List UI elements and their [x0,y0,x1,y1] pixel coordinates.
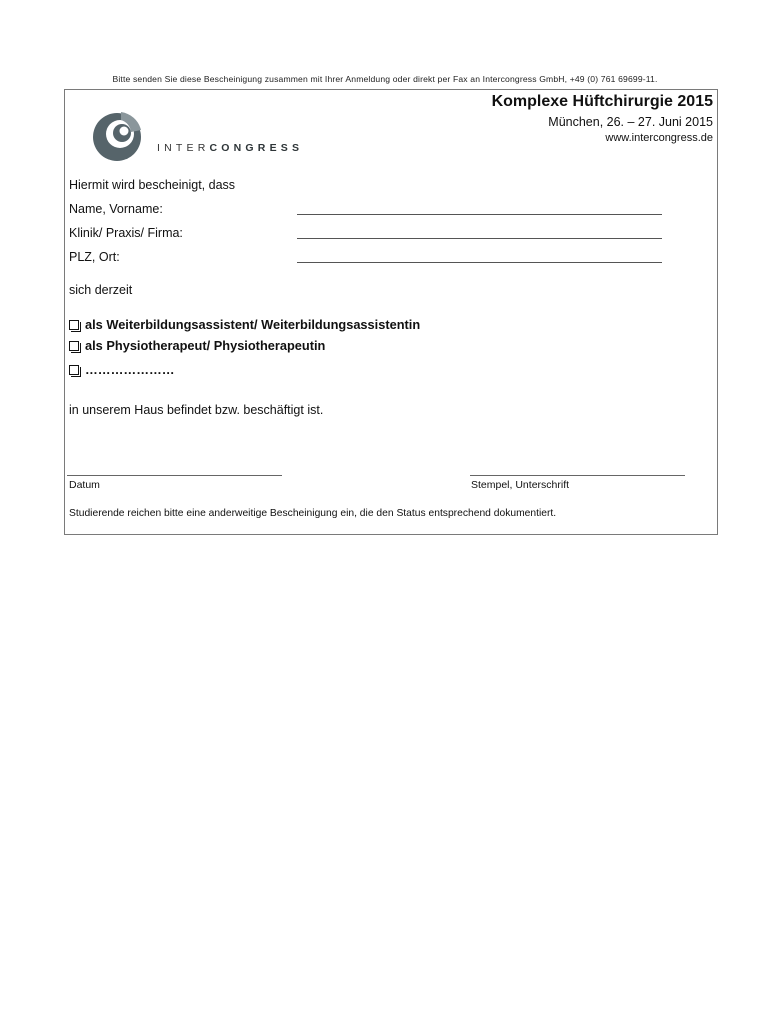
option-label: ………………… [85,362,175,377]
checkbox-icon[interactable] [69,365,79,375]
logo-wordmark-light: INTER [157,142,210,154]
logo-wordmark-bold: CONGRESS [209,142,304,154]
option-physiotherapist[interactable] [69,338,325,353]
city-field[interactable] [297,249,662,263]
field-label-name: Name, Vorname: [69,202,163,216]
event-website: www.intercongress.de [605,132,713,144]
option-label: als Weiterbildungsassistent/ Weiterbildungsassistentin [85,317,421,332]
status-intro: sich derzeit [69,283,133,297]
checkbox-icon[interactable] [69,320,79,330]
signature-label: Stempel, Unterschrift [471,479,570,491]
name-field[interactable] [297,201,662,215]
signature-field[interactable] [470,475,685,476]
clinic-field[interactable] [297,225,662,239]
event-date: München, 26. – 27. Juni 2015 [548,115,713,129]
field-label-city: PLZ, Ort: [69,250,120,264]
field-label-clinic: Klinik/ Praxis/ Firma: [69,226,183,240]
certificate-form [64,89,718,535]
date-field[interactable] [67,475,282,476]
checkbox-icon[interactable] [69,341,79,351]
closing-text: in unserem Haus befindet bzw. beschäftigt ist. [69,403,324,417]
event-title: Komplexe Hüftchirurgie 2015 [491,93,713,110]
option-label: als Physiotherapeut/ Physiotherapeutin [85,338,326,353]
logo-wordmark [157,142,303,154]
top-note: Bitte senden Sie diese Bescheinigung zusammen mit Ihrer Anmeldung oder direkt per Fax an Intercongress GmbH, +49 (0) 761 69699-11. [112,74,658,84]
footnote: Studierende reichen bitte eine anderweitige Bescheinigung ein, die den Status entsprechend dokumentiert. [69,508,557,519]
form-intro: Hiermit wird bescheinigt, dass [69,178,236,192]
date-label: Datum [69,479,100,491]
option-resident[interactable] [69,317,420,332]
intercongress-logo-icon [91,110,147,162]
option-other[interactable] [69,362,175,377]
